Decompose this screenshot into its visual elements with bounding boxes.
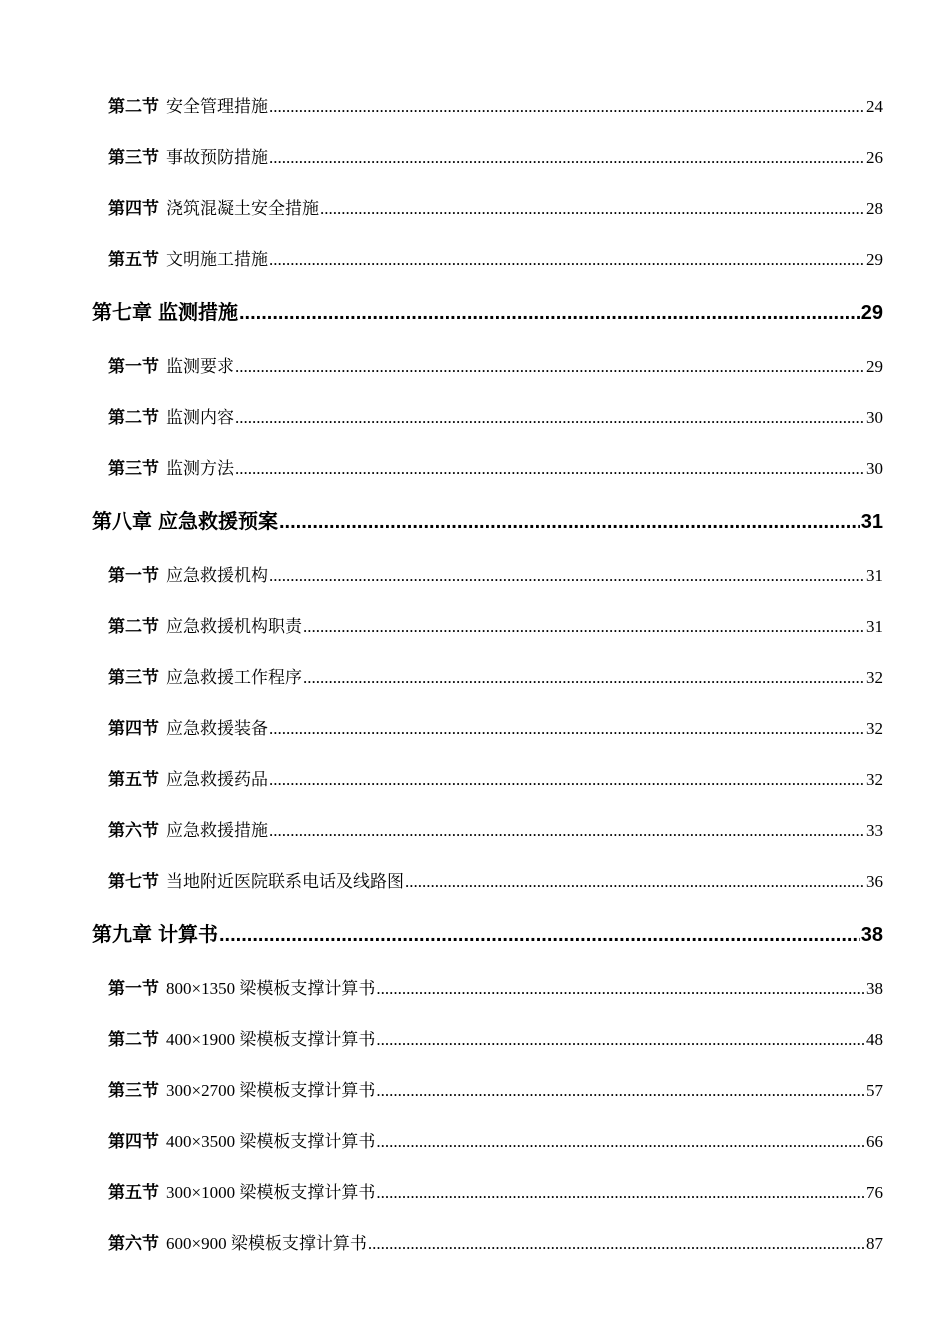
toc-entry-number: 第三节 <box>108 148 159 168</box>
toc-entry-title: 300×2700 梁模板支撑计算书 <box>166 1081 376 1100</box>
toc-dot-leader <box>279 511 860 534</box>
toc-entry-number: 第二节 <box>108 408 159 428</box>
toc-entry-page: 31 <box>866 566 883 585</box>
toc-entry-page: 30 <box>866 459 883 478</box>
toc-entry <box>108 194 883 219</box>
toc-entry-number: 第二节 <box>108 617 159 637</box>
toc-chapter-page: 29 <box>860 302 883 324</box>
toc-chapter-title: 应急救援预案 <box>158 511 278 533</box>
toc-entry <box>108 867 883 892</box>
toc-entry <box>108 663 883 688</box>
toc-chapter-number: 第八章 <box>92 509 152 533</box>
toc-dot-leader <box>235 459 865 479</box>
toc-entry-page: 28 <box>866 199 883 218</box>
toc-entry-title: 应急救援机构职责 <box>166 617 302 636</box>
toc-entry <box>108 714 883 739</box>
toc-entry-number: 第五节 <box>108 1183 159 1203</box>
toc-entry <box>108 352 883 377</box>
toc-dot-leader <box>303 617 865 637</box>
toc-entry-page: 29 <box>866 357 883 376</box>
toc-entry-title: 800×1350 梁模板支撑计算书 <box>166 979 376 998</box>
toc-entry-title: 应急救援药品 <box>166 770 268 789</box>
toc-dot-leader <box>239 302 860 325</box>
toc-dot-leader <box>269 97 865 117</box>
toc-chapter-number: 第九章 <box>92 922 152 946</box>
toc-entry-page: 24 <box>866 97 883 116</box>
toc-entry-number: 第一节 <box>108 566 159 586</box>
toc-chapter-entry <box>92 505 883 534</box>
toc-dot-leader <box>269 250 865 270</box>
toc-dot-leader <box>269 770 865 790</box>
toc-entry-page: 33 <box>866 821 883 840</box>
toc-dot-leader <box>303 668 865 688</box>
toc-dot-leader <box>320 199 865 219</box>
toc-entry-title: 监测内容 <box>166 408 234 427</box>
toc-dot-leader <box>269 148 865 168</box>
toc-entry-title: 文明施工措施 <box>166 250 268 269</box>
toc-entry-title: 事故预防措施 <box>166 148 268 167</box>
toc-entry-number: 第七节 <box>108 872 159 892</box>
toc-entry <box>108 454 883 479</box>
toc-entry <box>108 561 883 586</box>
toc-chapter-entry <box>92 296 883 325</box>
toc-entry-number: 第三节 <box>108 1081 159 1101</box>
toc-entry-number: 第一节 <box>108 357 159 377</box>
toc-entry-page: 32 <box>866 770 883 789</box>
toc-entry-page: 30 <box>866 408 883 427</box>
toc-dot-leader <box>405 872 865 892</box>
toc-dot-leader <box>235 357 865 377</box>
toc-entry <box>108 1076 883 1101</box>
toc-entry <box>108 974 883 999</box>
toc-entry <box>108 143 883 168</box>
toc-entry-title: 当地附近医院联系电话及线路图 <box>166 872 404 891</box>
toc-entry-title: 应急救援工作程序 <box>166 668 302 687</box>
toc-chapter-number: 第七章 <box>92 300 152 324</box>
toc-entry-page: 32 <box>866 668 883 687</box>
toc-entry-page: 66 <box>866 1132 883 1151</box>
toc-entry-title: 监测要求 <box>166 357 234 376</box>
toc-entry <box>108 1127 883 1152</box>
toc-dot-leader <box>376 1132 865 1152</box>
toc-entry <box>108 816 883 841</box>
toc-chapter-page: 38 <box>860 924 883 946</box>
toc-entry-number: 第四节 <box>108 199 159 219</box>
toc-entry-number: 第三节 <box>108 459 159 479</box>
toc-entry-title: 400×3500 梁模板支撑计算书 <box>166 1132 376 1151</box>
toc-dot-leader <box>376 979 865 999</box>
toc-entry-page: 87 <box>866 1234 883 1253</box>
toc-dot-leader <box>376 1081 865 1101</box>
toc-dot-leader <box>269 821 865 841</box>
toc-entry-page: 32 <box>866 719 883 738</box>
toc-entry-title: 浇筑混凝土安全措施 <box>166 199 319 218</box>
toc-entry <box>108 765 883 790</box>
toc-entry-number: 第五节 <box>108 770 159 790</box>
toc-entry-page: 26 <box>866 148 883 167</box>
toc-dot-leader <box>235 408 865 428</box>
toc-entry-title: 300×1000 梁模板支撑计算书 <box>166 1183 376 1202</box>
toc-entry-number: 第一节 <box>108 979 159 999</box>
toc-entry <box>108 1178 883 1203</box>
toc-entry-page: 57 <box>866 1081 883 1100</box>
toc-entry-number: 第四节 <box>108 719 159 739</box>
toc-entry-number: 第四节 <box>108 1132 159 1152</box>
toc-entry-title: 监测方法 <box>166 459 234 478</box>
toc-entry <box>108 612 883 637</box>
toc-entry-title: 应急救援措施 <box>166 821 268 840</box>
toc-entry-number: 第二节 <box>108 97 159 117</box>
toc-entry <box>108 92 883 117</box>
toc-entry <box>108 403 883 428</box>
toc-entry-page: 31 <box>866 617 883 636</box>
toc-dot-leader <box>376 1030 865 1050</box>
toc-entry-number: 第三节 <box>108 668 159 688</box>
toc-dot-leader <box>269 719 865 739</box>
toc-entry <box>108 1229 883 1254</box>
toc-dot-leader <box>269 566 865 586</box>
toc-entry <box>108 245 883 270</box>
toc-entry-page: 48 <box>866 1030 883 1049</box>
toc-dot-leader <box>368 1234 865 1254</box>
toc-chapter-entry <box>92 918 883 947</box>
toc-chapter-title: 监测措施 <box>158 302 238 324</box>
toc-entry-title: 应急救援机构 <box>166 566 268 585</box>
toc-entry-title: 应急救援装备 <box>166 719 268 738</box>
toc-entry-number: 第二节 <box>108 1030 159 1050</box>
toc-entry-number: 第六节 <box>108 821 159 841</box>
toc-dot-leader <box>376 1183 865 1203</box>
toc-dot-leader <box>219 924 860 947</box>
toc-chapter-page: 31 <box>860 511 883 533</box>
toc-entry-number: 第五节 <box>108 250 159 270</box>
toc-entry-number: 第六节 <box>108 1234 159 1254</box>
toc-entry-title: 600×900 梁模板支撑计算书 <box>166 1234 367 1253</box>
toc-entry-page: 29 <box>866 250 883 269</box>
toc-entry-page: 76 <box>866 1183 883 1202</box>
toc-entry-title: 400×1900 梁模板支撑计算书 <box>166 1030 376 1049</box>
toc-entry <box>108 1025 883 1050</box>
toc-entry-page: 36 <box>866 872 883 891</box>
toc-entry-title: 安全管理措施 <box>166 97 268 116</box>
toc-entry-page: 38 <box>866 979 883 998</box>
toc-chapter-title: 计算书 <box>158 924 218 946</box>
